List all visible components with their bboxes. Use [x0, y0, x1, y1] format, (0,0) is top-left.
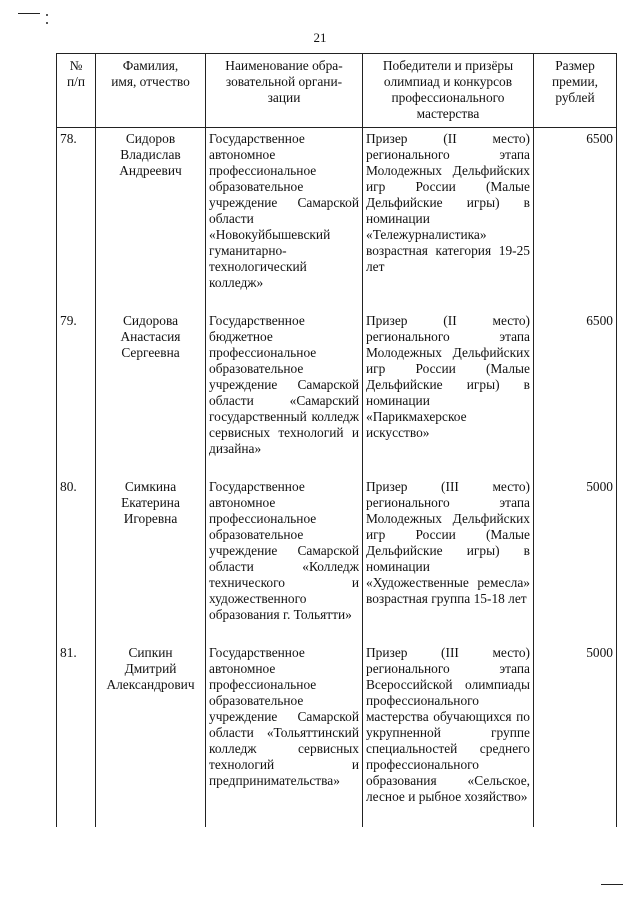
row-prize-amount: 6500: [534, 313, 617, 479]
row-organization: Государственное автономное профессиональное образовательное учреждение Самарской области «Тольяттинский колледж сервисных технологий и предпринимательства»: [206, 645, 363, 827]
header-prize-amount: Размер премии, рублей: [534, 54, 617, 128]
row-number: 80.: [57, 479, 96, 645]
header-achievement: Победители и призёры олимпиад и конкурсов профессионального мастерства: [363, 54, 534, 128]
header-organization: Наименование обра- зовательной органи- зации: [206, 54, 363, 128]
row-number: 79.: [57, 313, 96, 479]
row-number: 81.: [57, 645, 96, 827]
row-organization: Государственное автономное профессиональное образовательное учреждение Самарской области «Новокуйбышевский гуманитарно-технологический колледж»: [206, 128, 363, 314]
page-number: 21: [313, 30, 327, 45]
row-organization: Государственное автономное профессиональное образовательное учреждение Самарской области «Колледж технического и художественного образования г. Тольятти»: [206, 479, 363, 645]
row-prize-amount: 5000: [534, 645, 617, 827]
row-achievement: Призер (III место) регионального этапа Всероссийской олимпиады профессионального мастерства обучающихся по укрупненной группе специальностей среднего профессионального образования «Сельское, лесное и рыбное хозяйство»: [363, 645, 534, 827]
scan-mark-dot: [46, 14, 48, 16]
row-prize-amount: 5000: [534, 479, 617, 645]
table-row: [57, 479, 617, 645]
header-number: № п/п: [57, 54, 96, 128]
scan-mark-dot: [46, 22, 48, 24]
row-full-name: Сипкин Дмитрий Александрович: [96, 645, 206, 827]
scan-mark-line: [601, 884, 623, 885]
row-full-name: Симкина Екатерина Игоревна: [96, 479, 206, 645]
row-number: 78.: [57, 128, 96, 314]
row-full-name: Сидорова Анастасия Сергеевна: [96, 313, 206, 479]
row-achievement: Призер (II место) регионального этапа Молодежных Дельфийских игр России (Малые Дельфийские игры) в номинации «Тележурналистика» возрастная категория 19-25 лет: [363, 128, 534, 314]
awards-table: [56, 53, 617, 827]
header-full-name: Фамилия, имя, отчество: [96, 54, 206, 128]
row-full-name: Сидоров Владислав Андреевич: [96, 128, 206, 314]
table-row: [57, 313, 617, 479]
row-prize-amount: 6500: [534, 128, 617, 314]
table-row: [57, 645, 617, 827]
row-organization: Государственное бюджетное профессиональное образовательное учреждение Самарской области «Самарский государственный колледж сервисных технологий и дизайна»: [206, 313, 363, 479]
row-achievement: Призер (III место) регионального этапа Молодежных Дельфийских игр России (Малые Дельфийские игры) в номинации «Художественные ремесла» возрастная группа 15-18 лет: [363, 479, 534, 645]
table-header-row: [57, 54, 617, 128]
row-achievement: Призер (II место) регионального этапа Молодежных Дельфийских игр России (Малые Дельфийские игры) в номинации «Парикмахерское искусство»: [363, 313, 534, 479]
table-row: [57, 128, 617, 314]
scan-mark-line: [18, 13, 40, 14]
